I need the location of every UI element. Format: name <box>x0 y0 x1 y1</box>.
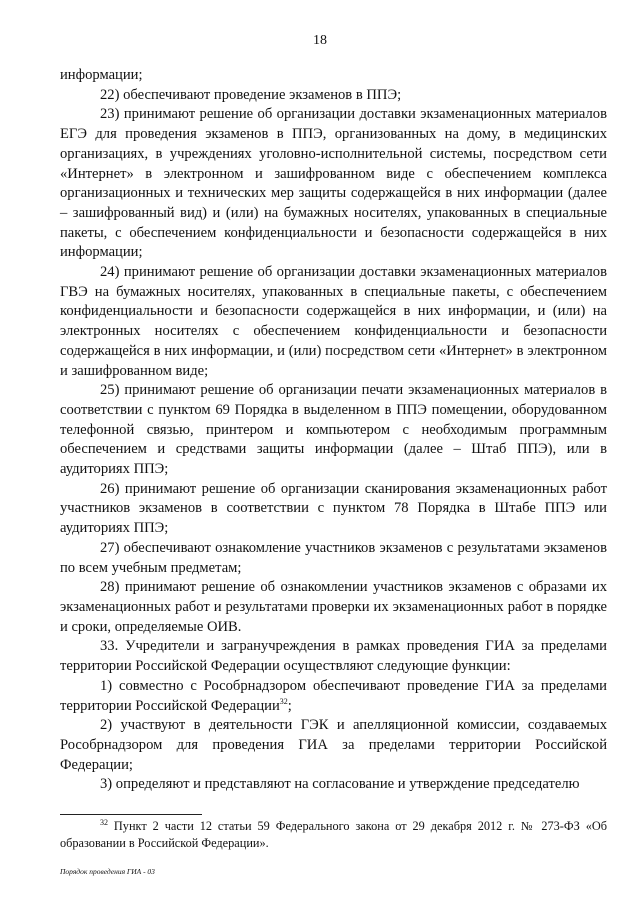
footnote-reference: 32 <box>279 696 288 706</box>
paragraph-text: 1) совместно с Рособрнадзором обеспечивают проведение ГИА за пределами территории Российской Федерации <box>60 677 607 714</box>
paragraph: 24) принимают решение об организации доставки экзаменационных материалов ГВЭ на бумажных носителях, упакованных в специальные пакеты, с обеспечением конфиденциальности и безопасности содержащейся в них информации, и (или) на электронных носителях с обеспечением конфиденциальности и безопасности содержащейся в них информации, и (или) посредством сети «Интернет» в электронном и зашифрованном виде; <box>60 264 607 379</box>
footnote-divider <box>60 814 202 815</box>
paragraph: 27) обеспечивают ознакомление участников экзаменов с результатами экзаменов по всем учебным предметам; <box>60 539 607 576</box>
paragraph-with-footnote <box>60 677 607 716</box>
document-footer: Порядок проведения ГИА - 03 <box>60 867 155 876</box>
paragraph: 25) принимают решение об организации печати экзаменационных материалов в соответствии с пунктом 69 Порядка в выделенном в ППЭ помещении, оборудованном телефонной связью, принтером и компьютером с необходимым программным обеспечением и средствами защиты информации (далее – Штаб ППЭ), или в аудиториях ППЭ; <box>60 382 607 478</box>
footnote-number: 32 <box>100 817 108 827</box>
paragraph: информации; <box>60 67 143 83</box>
paragraph: 33. Учредители и загранучреждения в рамках проведения ГИА за пределами территории Российской Федерации осуществляют следующие функции: <box>60 638 607 675</box>
paragraph: 2) участвуют в деятельности ГЭК и апелляционной комиссии, создаваемых Рособрнадзором для проведения ГИА за пределами территории Российской Федерации; <box>60 717 607 773</box>
footnote <box>60 818 607 852</box>
paragraph: 26) принимают решение об организации сканирования экзаменационных работ участников экзаменов в соответствии с пунктом 78 Порядка в Штабе ППЭ или аудиториях ППЭ; <box>60 480 607 537</box>
document-body <box>60 66 607 795</box>
paragraph: 22) обеспечивают проведение экзаменов в ППЭ; <box>100 86 402 103</box>
paragraph-tail: ; <box>287 697 292 714</box>
paragraph: 23) принимают решение об организации доставки экзаменационных материалов ЕГЭ для проведения экзаменов в ППЭ, организованных на дому, в медицинских организациях, в учреждениях уголовно-исполнительной системы, посредством сети «Интернет» в электронном и зашифрованном виде с обеспечением комплекса организационных и технических мер защиты содержащейся в них информации (далее – зашифрованный вид) и (или) на бумажных носителях, упакованных в специальные пакеты, с обеспечением конфиденциальности и безопасности содержащейся в них информации; <box>60 106 607 261</box>
paragraph: 28) принимают решение об ознакомлении участников экзаменов с образами их экзаменационных работ и результатами проверки их экзаменационных работ в порядке и сроки, определяемые ОИВ. <box>60 579 607 635</box>
paragraph: 3) определяют и представляют на согласование и утверждение председателю <box>100 776 580 793</box>
footnote-text: Пункт 2 части 12 статьи 59 Федерального закона от 29 декабря 2012 г. № 273-ФЗ «Об образовании в Российской Федерации». <box>60 819 607 850</box>
page-number: 18 <box>313 33 327 48</box>
